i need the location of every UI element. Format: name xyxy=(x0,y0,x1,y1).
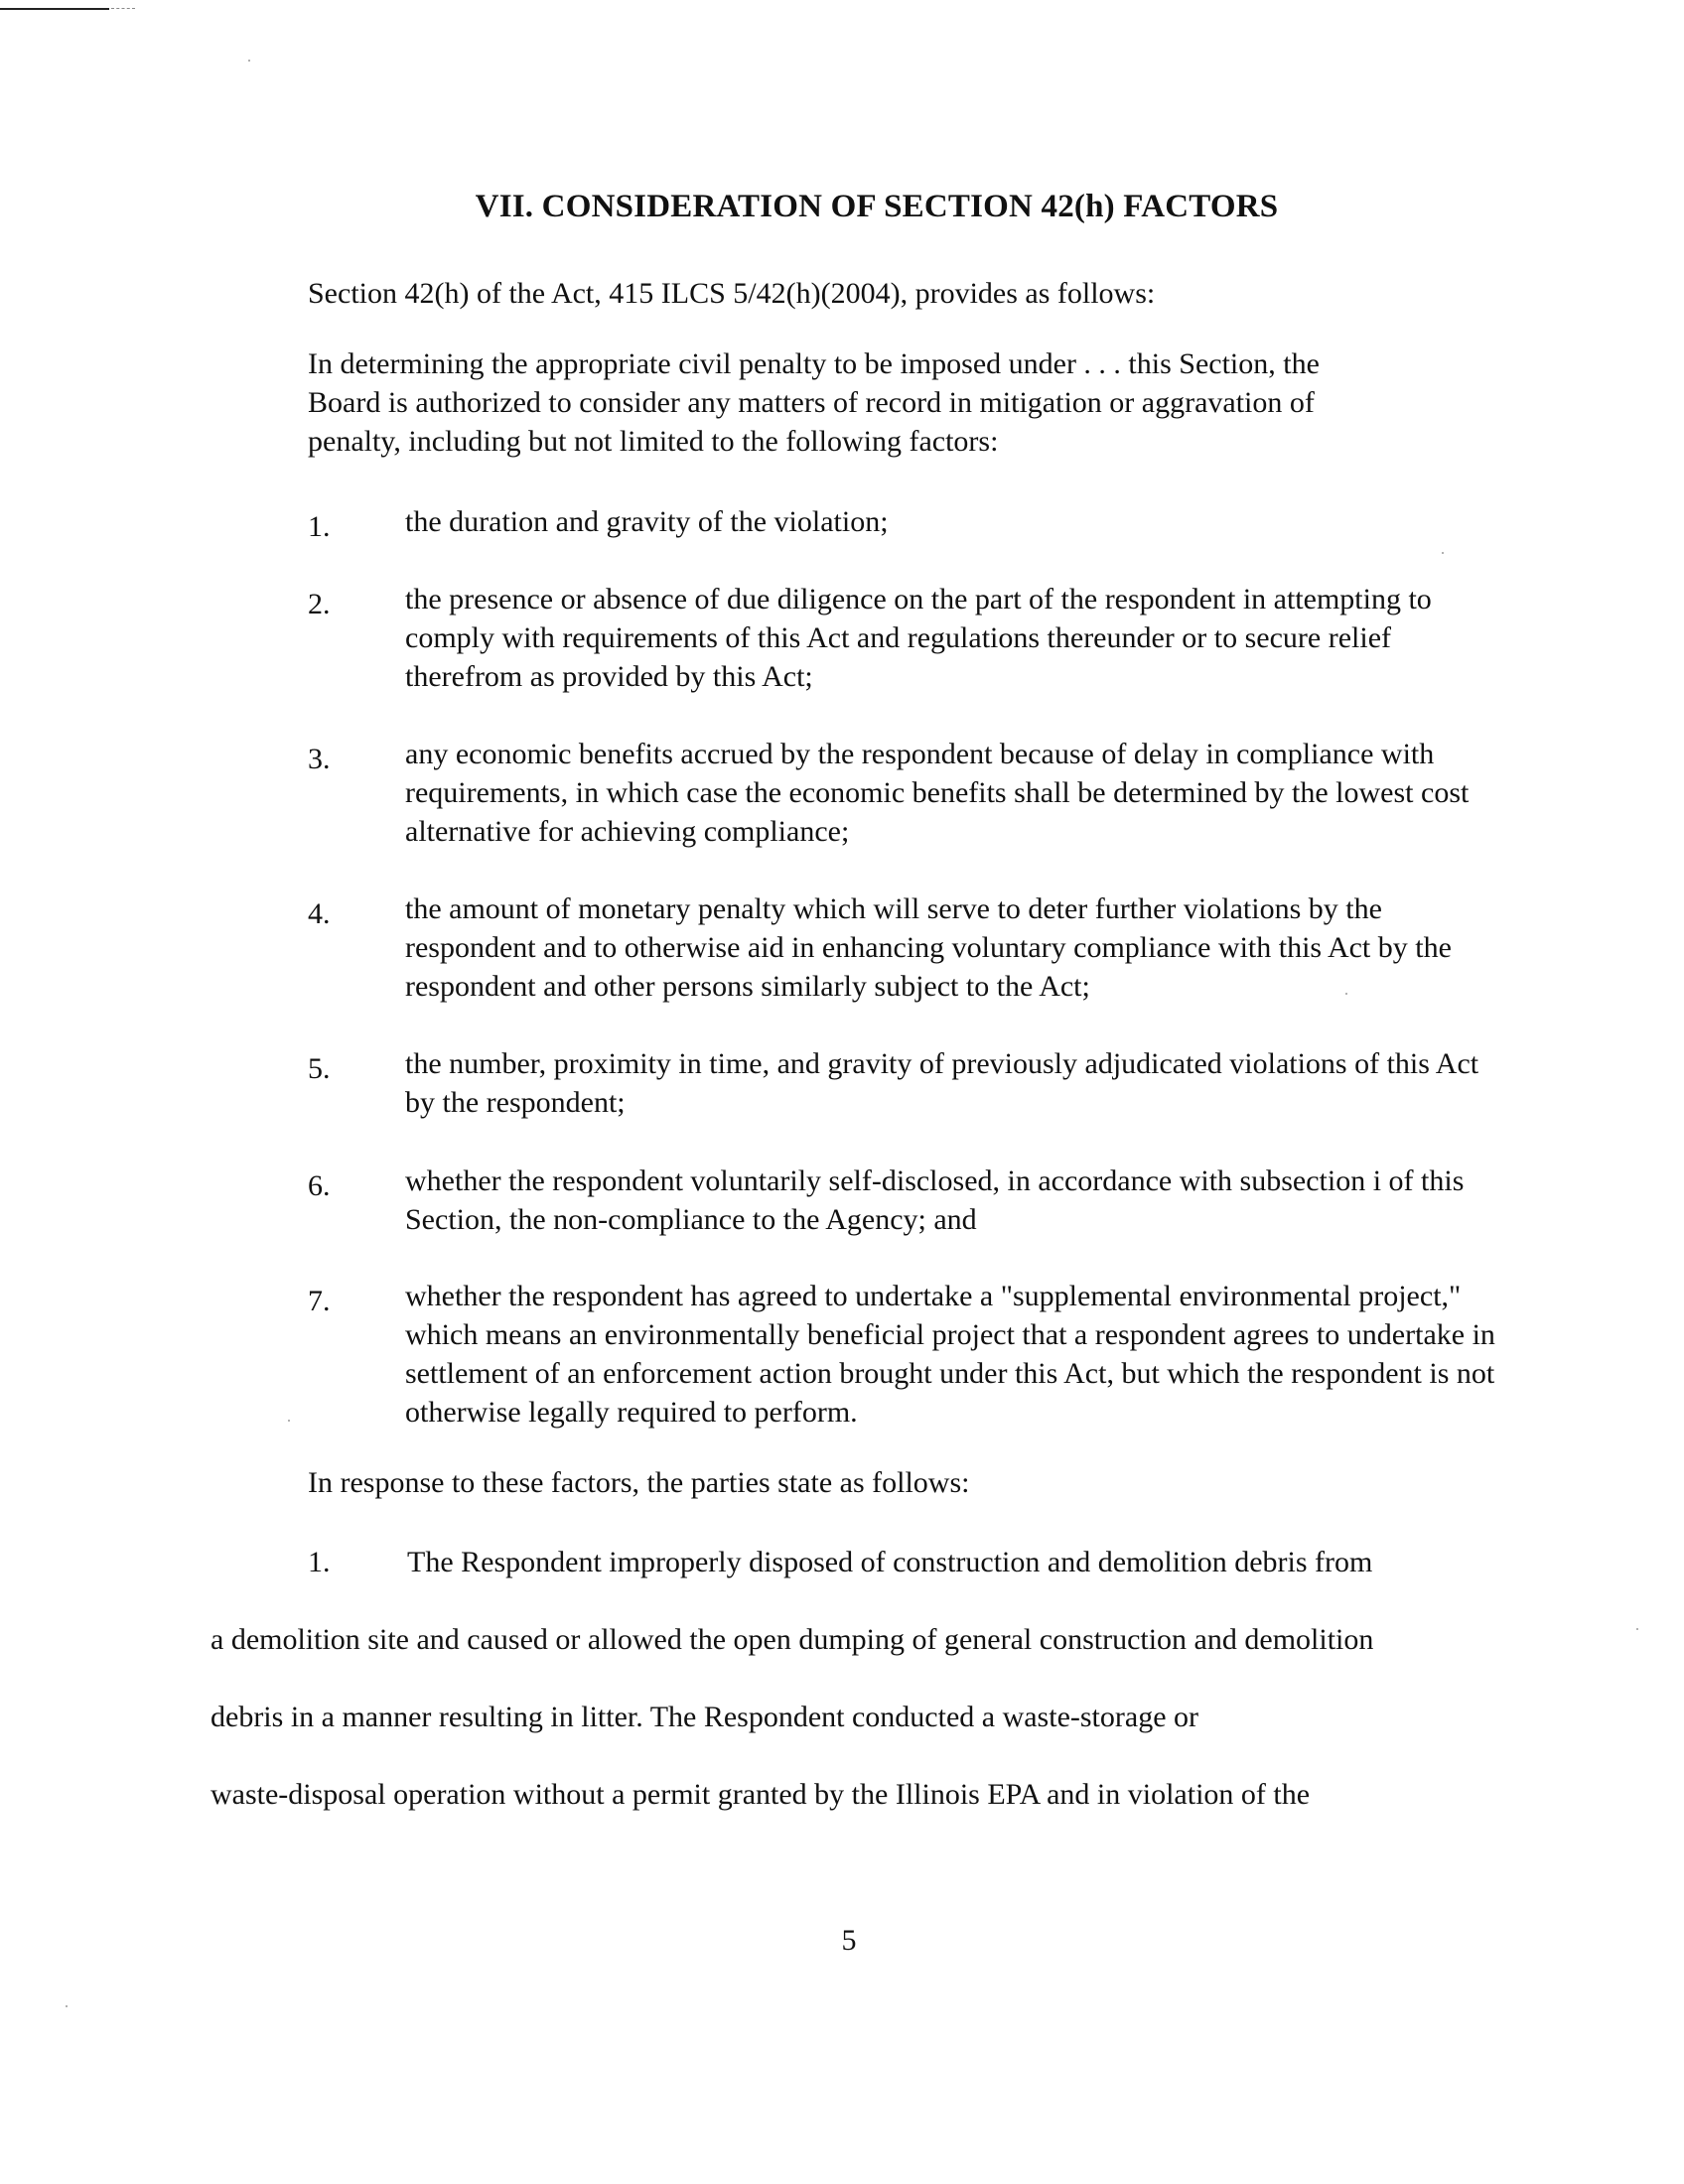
section-heading xyxy=(0,189,1684,225)
intro-paragraph: Section 42(h) of the Act, 415 ILCS 5/42(h)(2004), provides as follows: xyxy=(308,277,1156,310)
scan-edge-mark xyxy=(0,8,109,10)
page-number: 5 xyxy=(841,1924,857,1957)
factor-text: the number, proximity in time, and gravity of previously adjudicated violations of this Act by the respondent; xyxy=(405,1047,1479,1119)
scan-speck xyxy=(288,1420,290,1422)
response-intro: In response to these factors, the parties state as follows: xyxy=(308,1466,970,1499)
factor-number: 7. xyxy=(308,1285,331,1317)
factor-number: 4. xyxy=(308,897,331,930)
response-number: 1. xyxy=(308,1546,331,1578)
factor-text: whether the respondent has agreed to undertake a "supplemental environmental project," which means an environmentally beneficial project that a respondent agrees to undertake in settlement of an enforcement action brought under this Act, but which the respondent is not otherwise legally required to perform. xyxy=(405,1280,1495,1429)
section-heading-text: VII. CONSIDERATION OF SECTION 42(h) FACTORS xyxy=(475,189,1279,224)
factor-number: 2. xyxy=(308,588,331,620)
response-line: a demolition site and caused or allowed the open dumping of general construction and demolition xyxy=(210,1623,1374,1656)
scan-edge-dash xyxy=(111,8,135,10)
scan-speck xyxy=(1442,552,1444,554)
scan-speck xyxy=(1636,1628,1638,1630)
statute-quote: In determining the appropriate civil penalty to be imposed under . . . this Section, the Board is authorized to consider any matters of record in mitigation or aggravation of penalty, including but not limited to the following factors: xyxy=(308,347,1320,458)
factor-text: the amount of monetary penalty which will serve to deter further violations by the respondent and to otherwise aid in enhancing voluntary compliance with this Act by the respondent and other persons similarly subject to the Act; xyxy=(405,892,1452,1003)
response-line: waste-disposal operation without a permit granted by the Illinois EPA and in violation of the xyxy=(210,1778,1311,1811)
response-line: debris in a manner resulting in litter. The Respondent conducted a waste-storage or xyxy=(210,1701,1198,1733)
scan-speck xyxy=(66,2005,68,2007)
response-line: The Respondent improperly disposed of construction and demolition debris from xyxy=(407,1546,1373,1578)
factor-number: 5. xyxy=(308,1052,331,1085)
factor-text: any economic benefits accrued by the respondent because of delay in compliance with requirements, in which case the economic benefits shall be determined by the lowest cost alternative for achieving compliance; xyxy=(405,738,1470,848)
factor-number: 1. xyxy=(308,510,331,543)
factor-text: the presence or absence of due diligence on the part of the respondent in attempting to comply with requirements of this Act and regulations thereunder or to secure relief therefrom as provided by this Act; xyxy=(405,583,1432,693)
factor-text: the duration and gravity of the violation; xyxy=(405,505,889,538)
factor-text: whether the respondent voluntarily self-disclosed, in accordance with subsection i of this Section, the non-compliance to the Agency; and xyxy=(405,1164,1465,1236)
factor-number: 3. xyxy=(308,743,331,775)
scan-speck xyxy=(248,60,250,62)
factor-number: 6. xyxy=(308,1169,331,1202)
